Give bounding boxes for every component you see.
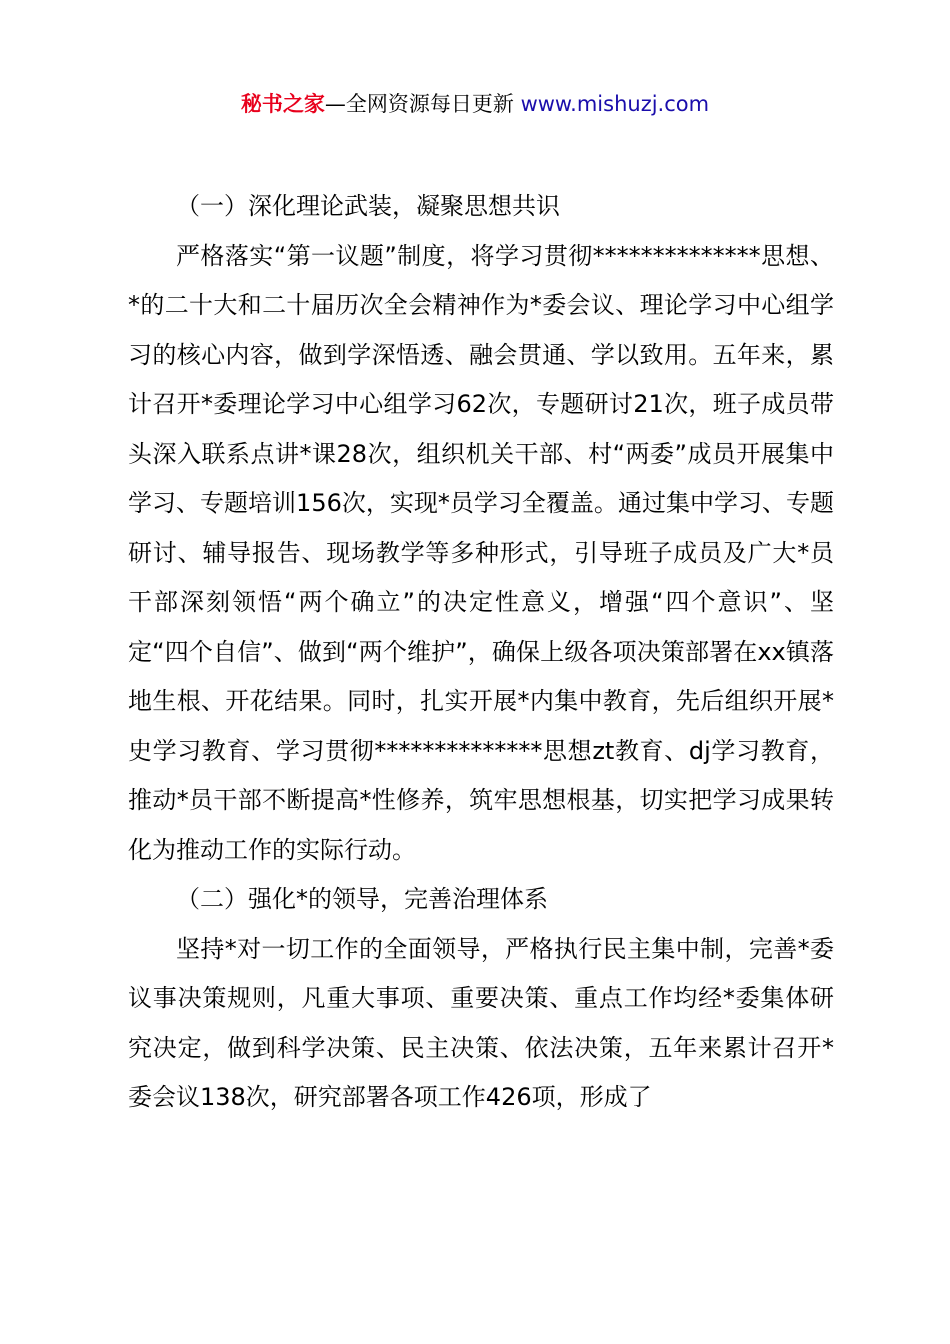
section-heading-1: （一）深化理论武装，凝聚思想共识 <box>176 192 560 220</box>
section-paragraph-2: 坚持*对一切工作的全面领导，严格执行民主集中制，完善*委议事决策规则，凡重大事项、重要决策、重点工作均经*委集体研究决定，做到科学决策、民主决策、依法决策，五年来累计召开*委会议138次，研究部署各项工作426项，形成了 <box>128 934 834 1111</box>
document-body <box>128 182 834 1123</box>
site-header <box>0 88 950 120</box>
section-paragraph-1: 严格落实“第一议题”制度，将学习贯彻**************思想、*的二十大和二十届历次全会精神作为*委会议、理论学习中心组学习的核心内容，做到学深悟透、融会贯通、学以致用。五年来，累计召开*委理论学习中心组学习62次，专题研讨21次，班子成员带头深入联系点讲*课28次，组织机关干部、村“两委”成员开展集中学习、专题培训156次，实现*员学习全覆盖。通过集中学习、专题研讨、辅导报告、现场教学等多种形式，引导班子成员及广大*员干部深刻领悟“两个确立”的决定性意义，增强“四个意识”、坚定“四个自信”、做到“两个维护”，确保上级各项决策部署在xx镇落地生根、开花结果。同时，扎实开展*内集中教育，先后组织开展*史学习教育、学习贯彻**************思想zt教育、dj学习教育，推动*员干部不断提高*性修养，筑牢思想根基，切实把学习成果转化为推动工作的实际行动。 <box>128 241 834 864</box>
section-heading-2: （二）强化*的领导，完善治理体系 <box>176 885 548 913</box>
brand-name: 秘书之家 <box>240 92 325 116</box>
site-url-link[interactable]: www.mishuzj.com <box>520 92 710 116</box>
header-tagline: —全网资源每日更新 <box>324 92 514 116</box>
